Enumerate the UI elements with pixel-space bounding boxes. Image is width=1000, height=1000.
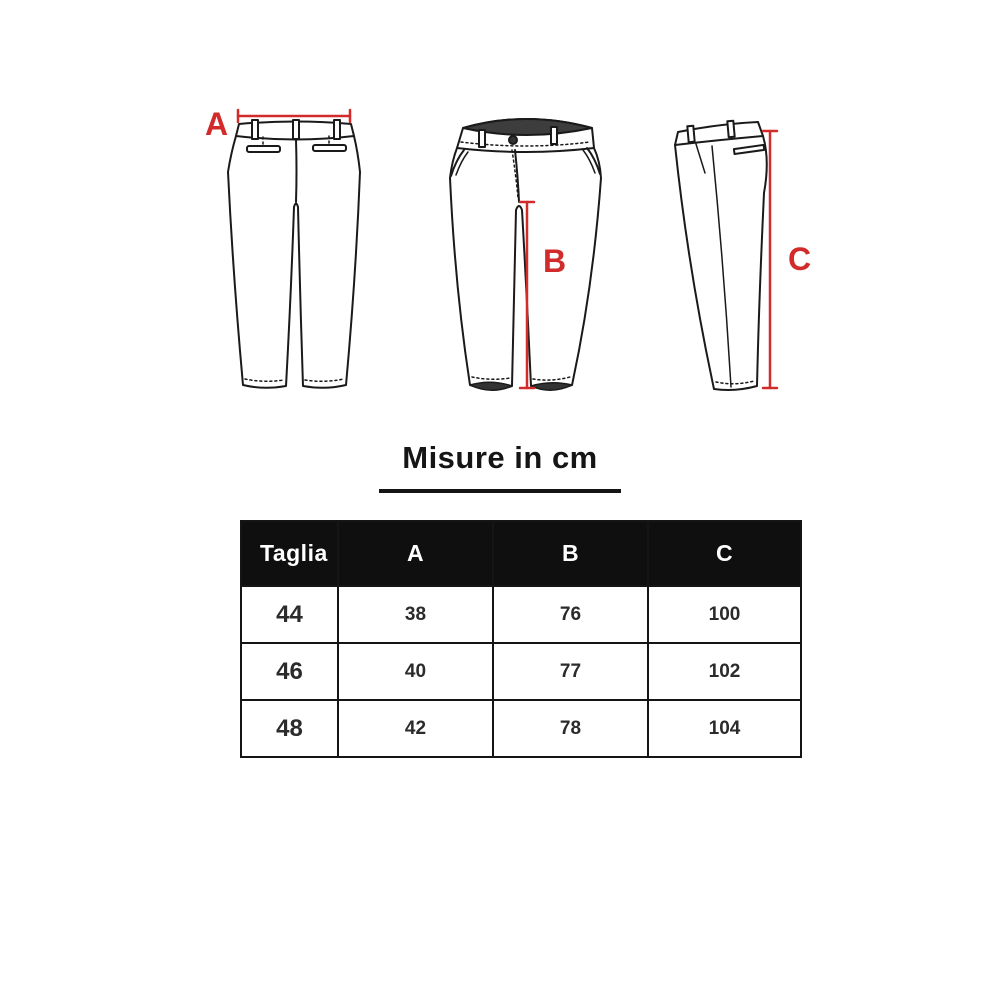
cell-c: 104 xyxy=(648,700,801,757)
cell-taglia: 48 xyxy=(241,700,338,757)
column-header-c: C xyxy=(648,521,801,586)
pants-front-view-drawing xyxy=(443,98,608,408)
cell-a: 42 xyxy=(338,700,493,757)
column-header-b: B xyxy=(493,521,648,586)
cell-c: 100 xyxy=(648,586,801,643)
cell-a: 38 xyxy=(338,586,493,643)
pants-side-outline xyxy=(675,121,767,390)
pants-back-outline xyxy=(228,120,360,388)
cell-taglia: 44 xyxy=(241,586,338,643)
cell-a: 40 xyxy=(338,643,493,700)
cell-c: 102 xyxy=(648,643,801,700)
size-table-header-row xyxy=(241,521,801,586)
cell-taglia: 46 xyxy=(241,643,338,700)
dimension-label-a: A xyxy=(205,106,229,142)
cell-b: 77 xyxy=(493,643,648,700)
table-row-size-48 xyxy=(241,700,801,757)
column-header-a: A xyxy=(338,521,493,586)
dimension-label-b: B xyxy=(543,243,567,279)
dimension-label-c: C xyxy=(788,241,812,277)
cell-b: 78 xyxy=(493,700,648,757)
column-header-taglia: Taglia xyxy=(241,521,338,586)
title-underline xyxy=(379,489,621,493)
table-row-size-44 xyxy=(241,586,801,643)
cell-b: 76 xyxy=(493,586,648,643)
table-row-size-46 xyxy=(241,643,801,700)
title-block xyxy=(0,440,1000,493)
pants-side-view-drawing xyxy=(660,98,825,408)
page-title: Misure in cm xyxy=(402,440,598,475)
pants-back-view-drawing xyxy=(203,95,408,407)
pants-front-outline xyxy=(450,119,601,390)
size-table xyxy=(240,520,802,758)
